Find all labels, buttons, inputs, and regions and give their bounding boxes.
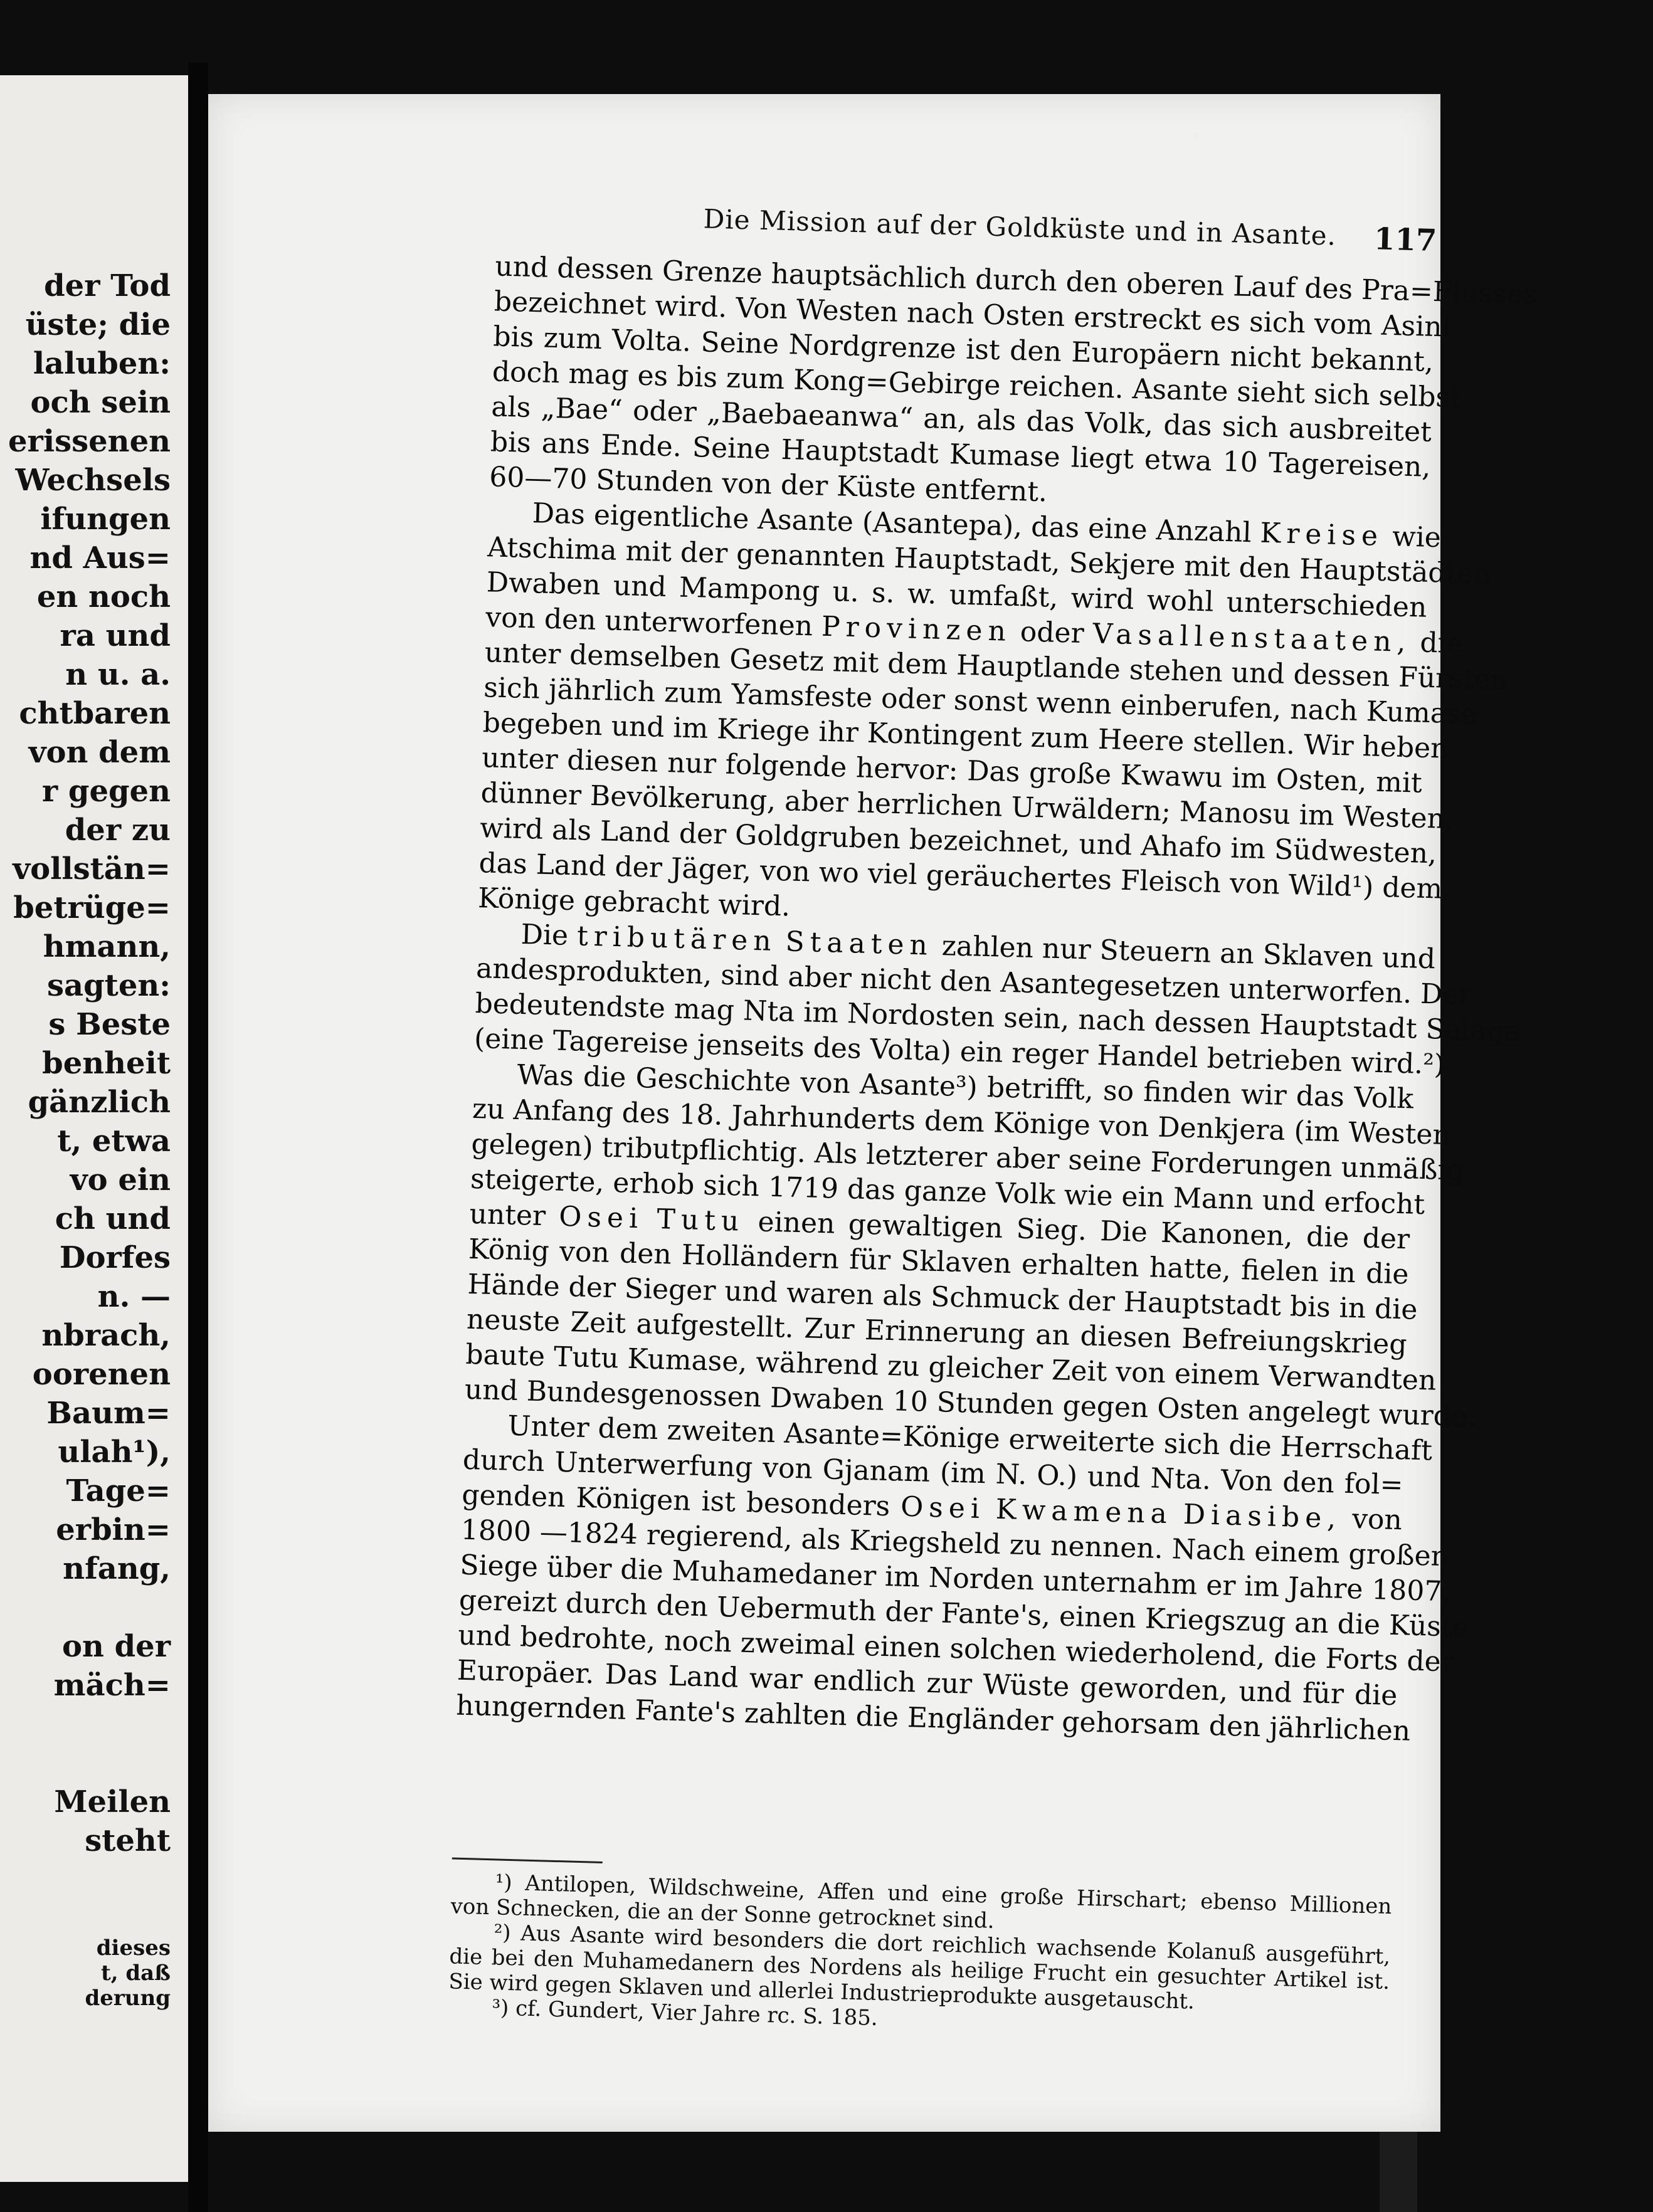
spaced-emphasis: Provinzen	[821, 610, 1012, 648]
left-page-line: Tage=	[66, 1473, 171, 1509]
left-page-line: t, etwa	[57, 1124, 171, 1159]
text-line: steigerte, erhob sich 1719 das ganze Volk wie ein Mann und erfocht	[470, 1162, 1425, 1221]
text-line: unter diesen nur folgende hervor: Das große Kwawu im Osten, mit	[481, 742, 1423, 799]
text-line: sich jährlich zum Yamsfeste oder sonst wenn einberufen, nach Kumase	[483, 672, 1478, 731]
text-line: doch mag es bis zum Kong=Gebirge reichen. Asante sieht sich selbst	[492, 356, 1462, 414]
left-page-text	[8, 266, 171, 2011]
text-line: bedeutendste mag Nta im Nordosten sein, nach dessen Hauptstadt Salaga	[475, 988, 1521, 1048]
left-page-line: betrüge=	[13, 890, 171, 925]
left-page-line: erissenen	[8, 424, 171, 459]
text-line: Das eigentliche Asante (Asantepa), das eine Anzahl Kreise wie	[532, 497, 1442, 554]
body-text	[455, 249, 1538, 1749]
spaced-emphasis: Kreise	[1259, 517, 1384, 552]
left-page-footnote-line: derung	[85, 1986, 171, 2011]
text-line: als „Bae“ oder „Baebaeanwa“ an, als das Volk, das sich ausbreitet	[490, 391, 1432, 448]
left-page-line: gänzlich	[28, 1085, 171, 1120]
text-line: unter Osei Tutu einen gewaltigen Sieg. Die Kanonen, die der	[468, 1198, 1410, 1256]
left-page-line: on der	[61, 1629, 171, 1664]
left-page-line: erbin=	[56, 1512, 171, 1547]
left-page-line: vo ein	[70, 1162, 171, 1198]
spaced-emphasis: Osei	[900, 1490, 986, 1525]
text-line: baute Tutu Kumase, während zu gleicher Zeit von einem Verwandten	[465, 1338, 1437, 1397]
footnote-line: Sie wird gegen Sklaven und allerlei Industrieprodukte ausgetauscht.	[448, 1969, 1195, 2014]
left-page-line: r gegen	[41, 774, 171, 809]
text-line: unter demselben Gesetz mit dem Hauptlande stehen und dessen Fürsten	[484, 636, 1509, 697]
text-line: Europäer. Das Land war endlich zur Wüste geworden, und für die	[457, 1654, 1398, 1712]
footnote-line: ¹) Antilopen, Wildschweine, Affen und eine große Hirschart; ebenso Millionen	[495, 1870, 1392, 1920]
left-page-line: steht	[85, 1823, 171, 1858]
spaced-emphasis: Tutu	[656, 1203, 745, 1238]
page-number: 117	[1373, 221, 1437, 259]
left-page-line	[8, 1705, 171, 1744]
left-page-line: nfang,	[63, 1551, 171, 1586]
left-page-line: och sein	[30, 385, 171, 420]
left-page-line: vollstän=	[13, 851, 171, 887]
text-line: und dessen Grenze hauptsächlich durch den oberen Lauf des Pra=Flusses	[494, 250, 1538, 311]
text-line: das Land der Jäger, von wo viel geräuchertes Fleisch von Wild¹) dem	[478, 847, 1443, 905]
text-line: Die tributären Staaten zahlen nur Steuern an Sklaven und	[520, 918, 1436, 976]
left-page-fragment	[0, 75, 188, 2182]
left-page-line: nbrach,	[41, 1318, 171, 1353]
left-page-line: von dem	[28, 735, 171, 770]
chapter-title: Die Mission auf der Goldküste und in Asante.	[703, 203, 1337, 251]
text-line: gelegen) tributpflichtig. Als letzterer aber seine Forderungen unmäßig	[470, 1127, 1465, 1187]
text-line: Unter dem zweiten Asante=Könige erweiterte sich die Herrschaft	[507, 1409, 1433, 1467]
left-page-line: Dorfes	[59, 1240, 171, 1275]
spaced-emphasis: Diasibe,	[1183, 1498, 1342, 1535]
spaced-emphasis: Kwamena	[995, 1493, 1173, 1530]
paper-speck	[1193, 133, 1199, 139]
left-page-line	[8, 1744, 171, 1783]
text-line: Atschima mit der genannten Hauptstadt, Sekjere mit den Hauptstädten	[487, 531, 1492, 591]
spaced-emphasis: tributären	[576, 920, 778, 957]
left-page-line: hmann,	[43, 929, 171, 964]
footnote-line: ²) Aus Asante wird besonders die dort reichlich wachsende Kolanuß ausgeführt,	[494, 1920, 1391, 1970]
text-line: König von den Holländern für Sklaven erhalten hatte, fielen in die	[468, 1233, 1410, 1291]
text-line: Könige gebracht wird.	[477, 882, 791, 923]
text-line: bis ans Ende. Seine Hauptstadt Kumase liegt etwa 10 Tagereisen,	[490, 426, 1432, 483]
text-line: und bedrohte, noch zweimal einen solchen wiederholend, die Forts der	[457, 1619, 1455, 1678]
running-header	[497, 198, 1437, 259]
text-line: 60—70 Stunden von der Küste entfernt.	[489, 461, 1048, 508]
left-page-line: Meilen	[54, 1784, 171, 1820]
footnote-line: die bei den Muhamedanern des Nordens als heilige Frucht ein gesuchter Artikel ist.	[449, 1944, 1390, 1995]
left-page-line: sagten:	[46, 968, 171, 1003]
text-line: dünner Bevölkerung, aber herrlichen Urwäldern; Manosu im Westen,	[480, 777, 1454, 836]
text-line: Hände der Sieger und waren als Schmuck der Hauptstadt bis in die	[467, 1268, 1418, 1326]
left-page-line: s Beste	[48, 1007, 171, 1042]
left-page-footnote-line: t, daß	[100, 1961, 171, 1986]
left-page-line: laluben:	[33, 346, 171, 381]
left-page-line: üste; die	[25, 307, 171, 342]
left-page-line: chtbaren	[19, 696, 171, 731]
left-page-line: der Tod	[44, 268, 171, 303]
text-line: 1800 —1824 regierend, als Kriegsheld zu nennen. Nach einem großen	[460, 1514, 1449, 1573]
spaced-emphasis: Vasallenstaaten,	[1092, 618, 1412, 659]
left-page-line: en noch	[36, 579, 171, 614]
text-line: zu Anfang des 18. Jahrhunderts dem Könige von Denkjera (im Westen	[472, 1092, 1451, 1152]
left-page-line: mäch=	[53, 1668, 171, 1703]
left-page-line: ch und	[55, 1201, 171, 1236]
left-page-line: der zu	[65, 813, 171, 848]
page-text-block	[176, 78, 1538, 2148]
text-line: wird als Land der Goldgruben bezeichnet, und Ahafo im Südwesten,	[479, 812, 1437, 870]
footnote-rule	[452, 1857, 603, 1863]
spaced-emphasis: Osei	[558, 1200, 644, 1235]
footnotes	[448, 1868, 1392, 2044]
book-page	[208, 94, 1538, 2132]
left-page-line: n. —	[97, 1279, 171, 1314]
left-page-line: n u. a.	[65, 657, 171, 692]
text-line: und Bundesgenossen Dwaben 10 Stunden gegen Osten angelegt wurde.	[464, 1373, 1477, 1433]
spaced-emphasis: Staaten	[784, 925, 934, 962]
text-line: gereizt durch den Uebermuth der Fante's, einen Kriegszug an die Küste	[458, 1584, 1469, 1644]
footnote-line: von Schnecken, die an der Sonne getrocknet sind.	[450, 1893, 995, 1934]
footnote-line: ³) cf. Gundert, Vier Jahre rc. S. 185.	[491, 1995, 879, 2031]
left-page-line: nd Aus=	[29, 540, 171, 576]
left-page-line: ifungen	[40, 502, 171, 537]
text-line: bezeichnet wird. Von Westen nach Osten erstreckt es sich vom Asini	[494, 285, 1452, 344]
text-line: neuste Zeit aufgestellt. Zur Erinnerung an diesen Befreiungskrieg	[466, 1303, 1408, 1361]
text-line: Siege über die Muhamedaner im Norden unternahm er im Jahre 1807,	[459, 1549, 1452, 1608]
left-page-line: ra und	[60, 618, 171, 653]
text-line: genden Königen ist besonders Osei Kwamena Diasibe, von	[461, 1478, 1403, 1537]
left-page-spacer	[8, 1860, 171, 1936]
left-page-line: benheit	[42, 1046, 171, 1081]
text-line: durch Unterwerfung von Gjanam (im N. O.) und Nta. Von den fol=	[462, 1443, 1404, 1502]
text-line: Dwaben und Mampong u. s. w. umfaßt, wird wohl unterschieden	[486, 566, 1428, 624]
text-line: Was die Geschichte von Asante³) betrifft, so finden wir das Volk	[516, 1058, 1414, 1115]
left-page-line: oorenen	[32, 1357, 171, 1392]
left-page-line: ulah¹),	[58, 1435, 171, 1470]
left-page-line: Wechsels	[15, 463, 171, 498]
left-page-footnote-line: dieses	[96, 1936, 171, 1961]
text-line: von den unterworfenen Provinzen oder Vasallenstaaten, die	[485, 601, 1464, 660]
text-line: andesprodukten, sind aber nicht den Asantegesetzen unterworfen. Der	[475, 952, 1473, 1011]
text-line: bis zum Volta. Seine Nordgrenze ist den Europäern nicht bekannt,	[492, 320, 1434, 378]
text-line: (eine Tagereise jenseits des Volta) ein reger Handel betrieben wird.²)	[473, 1022, 1445, 1081]
left-page-line: Baum=	[46, 1396, 171, 1431]
left-page-line	[8, 1588, 171, 1627]
text-line: hungernden Fante's zahlten die Engländer gehorsam den jährlichen	[455, 1689, 1411, 1747]
text-line: begeben und im Kriege ihr Kontingent zum Heere stellen. Wir heben	[482, 707, 1449, 765]
